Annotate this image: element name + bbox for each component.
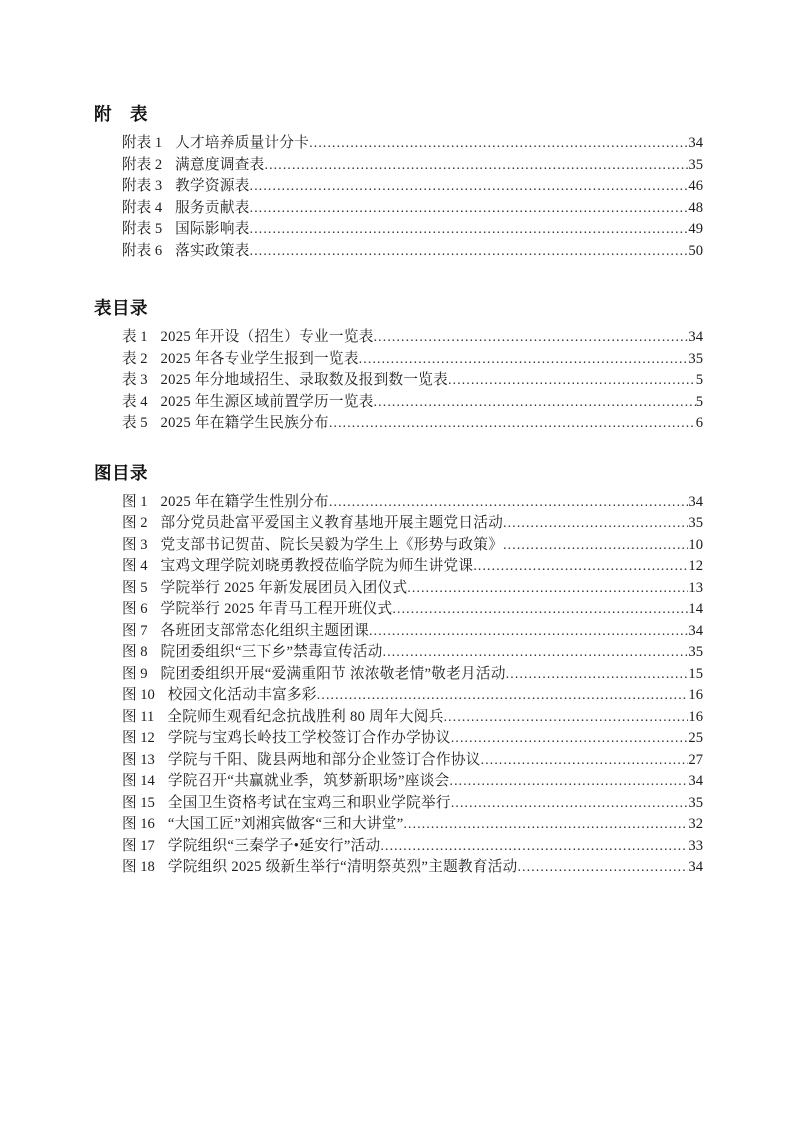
- entry-title: 学院与宝鸡长岭技工学校签订合作办学协议: [167, 730, 451, 746]
- entry-title: 满意度调查表: [175, 156, 265, 173]
- entry-title: 学院组织“三秦学子•延安行”活动: [167, 837, 381, 854]
- toc-entry[interactable]: [122, 197, 703, 219]
- dot-leader-icon: [359, 348, 689, 370]
- toc-entry[interactable]: [122, 792, 703, 814]
- dot-leader-icon: [309, 132, 688, 154]
- dot-leader-icon: [481, 749, 689, 771]
- entry-page-number: 35: [688, 644, 703, 660]
- section-heading: 附 表: [94, 104, 148, 124]
- dot-leader-icon: [444, 706, 689, 728]
- dot-leader-icon: [265, 154, 689, 176]
- dot-leader-icon: [250, 218, 689, 240]
- toc-entry[interactable]: [122, 770, 703, 792]
- entry-label: 图 16: [122, 816, 155, 832]
- entry-title: 校园文化活动丰富多彩: [167, 687, 317, 703]
- entry-label: 图 6: [122, 601, 148, 617]
- entry-page-number: 25: [688, 730, 703, 746]
- toc-entry[interactable]: [122, 835, 703, 857]
- toc-entries: [94, 491, 703, 878]
- dot-leader-icon: [250, 197, 689, 219]
- dot-leader-icon: [451, 727, 689, 749]
- entry-page-number: 12: [688, 558, 703, 574]
- dot-leader-icon: [369, 620, 688, 642]
- entry-page-number: 35: [688, 156, 703, 173]
- entry-label: 图 4: [122, 558, 148, 574]
- dot-leader-icon: [250, 175, 689, 197]
- section-heading: 表目录: [94, 298, 148, 318]
- toc-entry[interactable]: [122, 663, 703, 685]
- toc-entry[interactable]: [122, 391, 703, 413]
- dot-leader-icon: [451, 792, 689, 814]
- entry-page-number: 34: [688, 329, 703, 345]
- toc-entry[interactable]: [122, 218, 703, 240]
- dot-leader-icon: [473, 555, 688, 577]
- toc-entry[interactable]: [122, 240, 703, 262]
- entry-title: 国际影响表: [175, 221, 250, 237]
- entry-page-number: 10: [688, 536, 703, 553]
- dot-leader-icon: [506, 663, 689, 685]
- dot-leader-icon: [407, 577, 688, 599]
- entry-page-number: 15: [688, 665, 703, 682]
- entry-title: 学院召开“共赢就业季，筑梦新职场”座谈会: [167, 773, 450, 789]
- entry-title: 院团委组织“三下乡”禁毒宣传活动: [160, 644, 383, 660]
- toc-entry[interactable]: [122, 369, 703, 391]
- entry-label: 图 17: [122, 837, 155, 854]
- entry-page-number: 35: [688, 350, 703, 367]
- toc-entry[interactable]: [122, 555, 703, 577]
- entry-page-number: 34: [688, 622, 703, 639]
- entry-title: 学院举行 2025 年新发展团员入团仪式: [160, 579, 408, 596]
- entry-page-number: 35: [688, 515, 703, 531]
- entry-page-number: 34: [688, 859, 703, 875]
- entry-title: 落实政策表: [175, 242, 250, 259]
- entry-label: 图 18: [122, 859, 155, 875]
- toc-entry[interactable]: [122, 534, 703, 556]
- entry-page-number: 27: [688, 751, 703, 768]
- entry-page-number: 14: [688, 601, 703, 617]
- dot-leader-icon: [374, 391, 696, 413]
- entry-label: 表 4: [122, 393, 148, 410]
- entry-page-number: 16: [688, 708, 703, 725]
- entry-title: 各班团支部常态化组织主题团课: [160, 622, 370, 639]
- entry-title: 全国卫生资格考试在宝鸡三和职业学院举行: [167, 794, 451, 811]
- entry-label: 表 1: [122, 329, 148, 345]
- entry-page-number: 34: [688, 493, 703, 510]
- entry-label: 图 14: [122, 773, 155, 789]
- entry-label: 图 1: [122, 493, 148, 510]
- entry-label: 表 5: [122, 415, 148, 431]
- dot-leader-icon: [317, 684, 689, 706]
- toc-entry[interactable]: [122, 727, 703, 749]
- section-table-list: [94, 299, 703, 434]
- toc-entry[interactable]: [122, 412, 703, 434]
- dot-leader-icon: [329, 412, 696, 434]
- toc-entry[interactable]: [122, 132, 703, 154]
- toc-entry[interactable]: [122, 620, 703, 642]
- entry-label: 附表 5: [122, 221, 163, 237]
- entry-title: 学院举行 2025 年青马工程开班仪式: [160, 601, 393, 617]
- dot-leader-icon: [250, 240, 689, 262]
- entry-label: 图 12: [122, 730, 155, 746]
- dot-leader-icon: [518, 856, 689, 878]
- entry-title: 2025 年在籍学生民族分布: [160, 415, 329, 431]
- entry-label: 图 3: [122, 536, 148, 553]
- entry-title: 2025 年各专业学生报到一览表: [160, 350, 359, 367]
- toc-entry[interactable]: [122, 348, 703, 370]
- entry-page-number: 50: [688, 242, 703, 259]
- toc-entry[interactable]: [122, 491, 703, 513]
- toc-entry[interactable]: [122, 154, 703, 176]
- entry-label: 附表 2: [122, 156, 163, 173]
- entry-label: 表 2: [122, 350, 148, 367]
- entry-title: 部分党员赴富平爱国主义教育基地开展主题党日活动: [160, 515, 504, 531]
- entry-label: 图 15: [122, 794, 155, 811]
- entry-title: 2025 年生源区域前置学历一览表: [160, 393, 374, 410]
- entry-label: 图 13: [122, 751, 155, 768]
- entry-title: 宝鸡文理学院刘晓勇教授莅临学院为师生讲党课: [160, 558, 474, 574]
- dot-leader-icon: [329, 491, 688, 513]
- entry-title: 全院师生观看纪念抗战胜利 80 周年大阅兵: [167, 708, 444, 725]
- toc-entry[interactable]: [122, 577, 703, 599]
- toc-entry[interactable]: [122, 684, 703, 706]
- dot-leader-icon: [403, 813, 688, 835]
- entry-title: 党支部书记贺苗、院长吴毅为学生上《形势与政策》: [160, 536, 504, 553]
- entry-title: “大国工匠”刘湘宾做客“三和大讲堂”: [167, 816, 404, 832]
- toc-entry[interactable]: [122, 326, 703, 348]
- section-figure-list: [94, 464, 703, 878]
- toc-entry[interactable]: [122, 175, 703, 197]
- toc-entry[interactable]: [122, 512, 703, 534]
- toc-entry[interactable]: [122, 813, 703, 835]
- entry-title: 2025 年分地域招生、录取数及报到数一览表: [160, 372, 449, 388]
- entry-label: 图 10: [122, 687, 155, 703]
- dot-leader-icon: [450, 770, 689, 792]
- entry-page-number: 13: [688, 579, 703, 596]
- entry-title: 学院组织 2025 级新生举行“清明祭英烈”主题教育活动: [167, 859, 518, 875]
- entry-page-number: 5: [695, 372, 703, 388]
- entry-page-number: 6: [695, 415, 703, 431]
- entry-page-number: 48: [688, 199, 703, 216]
- entry-page-number: 49: [688, 221, 703, 237]
- entry-title: 学院与千阳、陇县两地和部分企业签订合作协议: [167, 751, 481, 768]
- entry-title: 2025 年开设（招生）专业一览表: [160, 329, 374, 345]
- toc-entries: [94, 326, 703, 434]
- dot-leader-icon: [374, 326, 689, 348]
- dot-leader-icon: [380, 835, 688, 857]
- entry-title: 服务贡献表: [175, 199, 250, 216]
- entry-label: 附表 3: [122, 178, 163, 194]
- entry-title: 院团委组织开展“爱满重阳节 浓浓敬老情”敬老月活动: [160, 665, 506, 682]
- toc-entry[interactable]: [122, 856, 703, 878]
- entry-title: 人才培养质量计分卡: [175, 135, 310, 151]
- dot-leader-icon: [503, 512, 688, 534]
- entry-title: 教学资源表: [175, 178, 250, 194]
- toc-entry[interactable]: [122, 598, 703, 620]
- entry-label: 图 2: [122, 515, 148, 531]
- entry-page-number: 34: [688, 135, 703, 151]
- section-appendix-tables: [94, 105, 703, 261]
- entry-label: 附表 1: [122, 135, 163, 151]
- toc-entry[interactable]: [122, 749, 703, 771]
- toc-entry[interactable]: [122, 641, 703, 663]
- entry-label: 图 8: [122, 644, 148, 660]
- dot-leader-icon: [383, 641, 689, 663]
- entry-page-number: 35: [688, 794, 703, 811]
- entry-page-number: 5: [695, 393, 703, 410]
- entry-label: 图 7: [122, 622, 148, 639]
- dot-leader-icon: [448, 369, 696, 391]
- entry-page-number: 32: [688, 816, 703, 832]
- section-heading: 图目录: [94, 462, 148, 483]
- entry-page-number: 33: [688, 837, 703, 854]
- entry-label: 图 5: [122, 579, 148, 596]
- entry-label: 表 3: [122, 372, 148, 388]
- entry-label: 图 11: [122, 708, 155, 725]
- entry-title: 2025 年在籍学生性别分布: [160, 493, 329, 510]
- entry-label: 图 9: [122, 665, 148, 682]
- dot-leader-icon: [503, 534, 688, 556]
- entry-label: 附表 4: [122, 199, 163, 216]
- dot-leader-icon: [392, 598, 688, 620]
- entry-page-number: 16: [688, 687, 703, 703]
- entry-page-number: 46: [688, 178, 703, 194]
- toc-entries: [94, 132, 703, 261]
- toc-entry[interactable]: [122, 706, 703, 728]
- entry-page-number: 34: [688, 773, 703, 789]
- entry-label: 附表 6: [122, 242, 163, 259]
